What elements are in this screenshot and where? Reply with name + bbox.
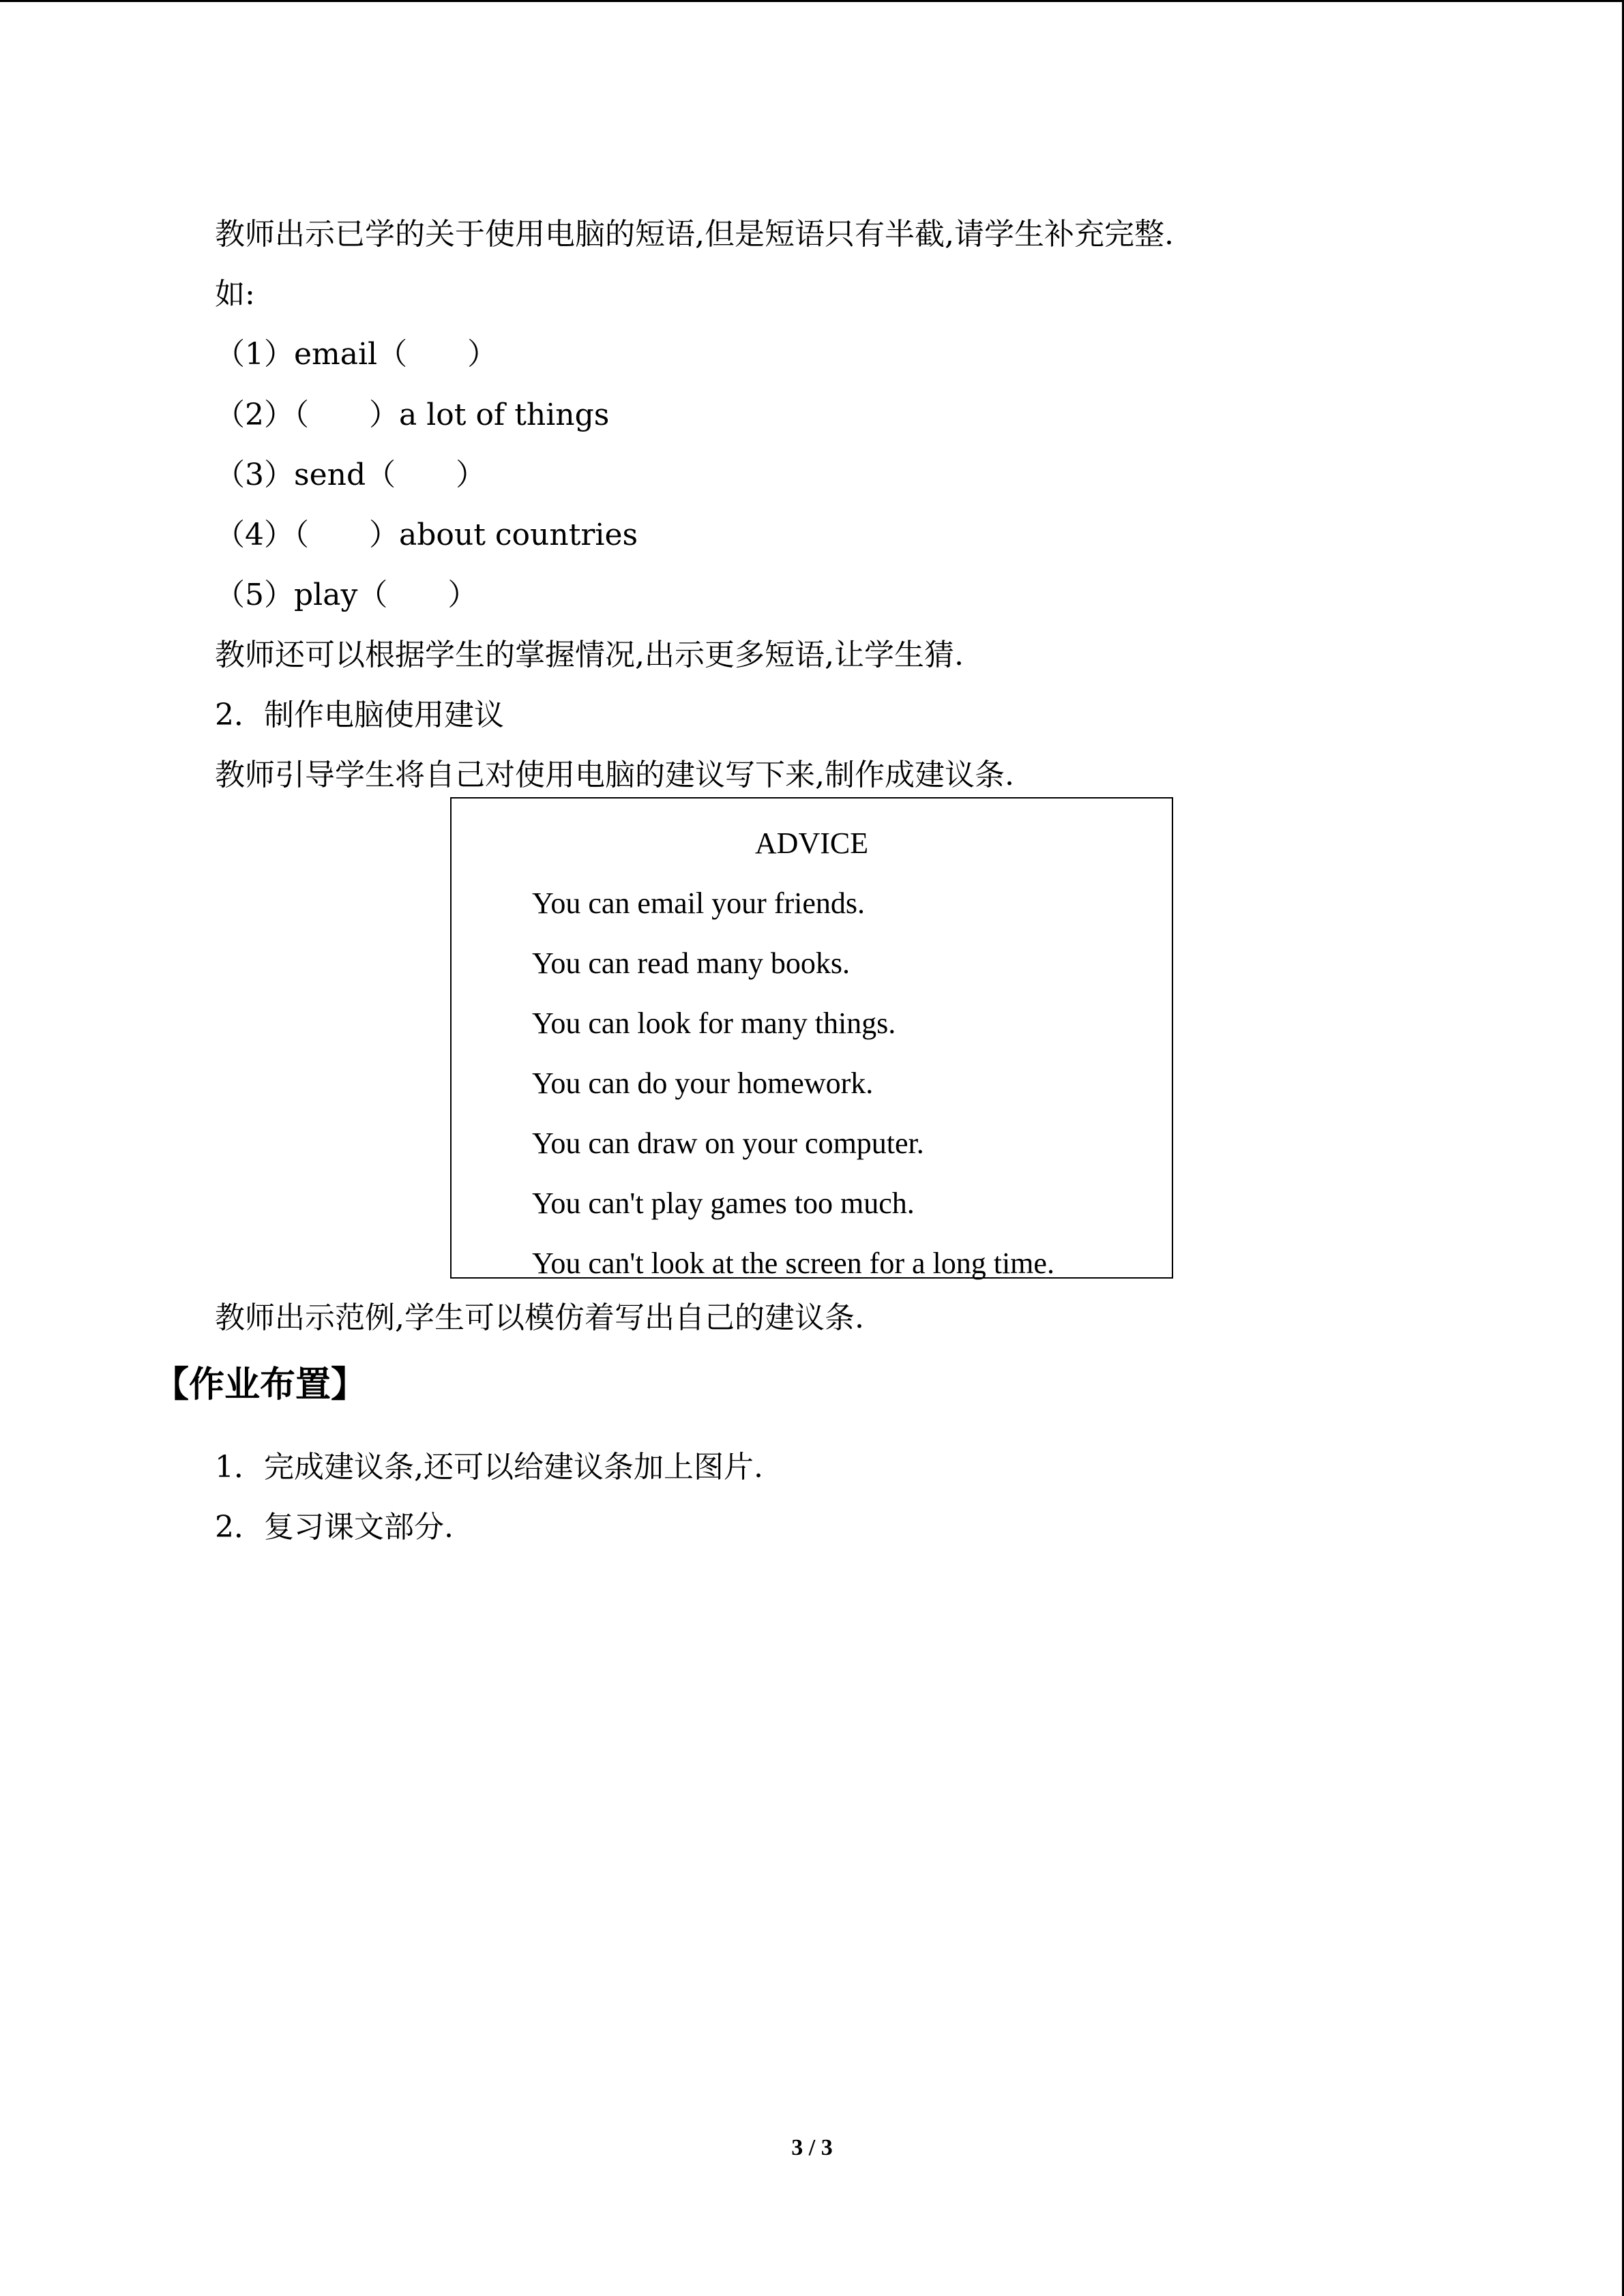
advice-item-4: You can do your homework. (532, 1067, 874, 1100)
phrase-item-4: （4）（ ）about countries (215, 518, 638, 552)
advice-item-1: You can email your friends. (532, 886, 865, 920)
advice-item-7: You can't look at the screen for a long time. (532, 1247, 1054, 1280)
step-2-heading: 2．制作电脑使用建议 (215, 698, 504, 732)
more-phrases-paragraph: 教师还可以根据学生的掌握情况,出示更多短语,让学生猜. (215, 638, 964, 672)
step-2-description: 教师引导学生将自己对使用电脑的建议写下来,制作成建议条. (215, 758, 1014, 792)
advice-item-5: You can draw on your computer. (532, 1127, 924, 1160)
advice-item-6: You can't play games too much. (532, 1187, 915, 1220)
phrase-item-2: （2）（ ）a lot of things (215, 398, 610, 432)
page-border-top (0, 0, 1624, 2)
homework-item-2: 2．复习课文部分. (215, 1510, 454, 1545)
advice-item-2: You can read many books. (532, 946, 851, 980)
example-label: 如: (215, 277, 255, 312)
advice-box (450, 797, 1173, 1279)
phrase-item-3: （3）send（ ） (215, 458, 486, 492)
homework-heading: 【作业布置】 (153, 1365, 367, 1405)
advice-item-3: You can look for many things. (532, 1007, 896, 1040)
phrase-item-5: （5）play（ ） (215, 578, 478, 612)
homework-item-1: 1．完成建议条,还可以给建议条加上图片. (215, 1450, 763, 1485)
phrase-item-1: （1）email（ ） (215, 337, 498, 372)
advice-title: ADVICE (754, 826, 869, 860)
after-box-paragraph: 教师出示范例,学生可以模仿着写出自己的建议条. (215, 1300, 864, 1335)
intro-paragraph: 教师出示已学的关于使用电脑的短语,但是短语只有半截,请学生补充完整. (215, 217, 1174, 252)
page-number: 3 / 3 (791, 2135, 833, 2160)
